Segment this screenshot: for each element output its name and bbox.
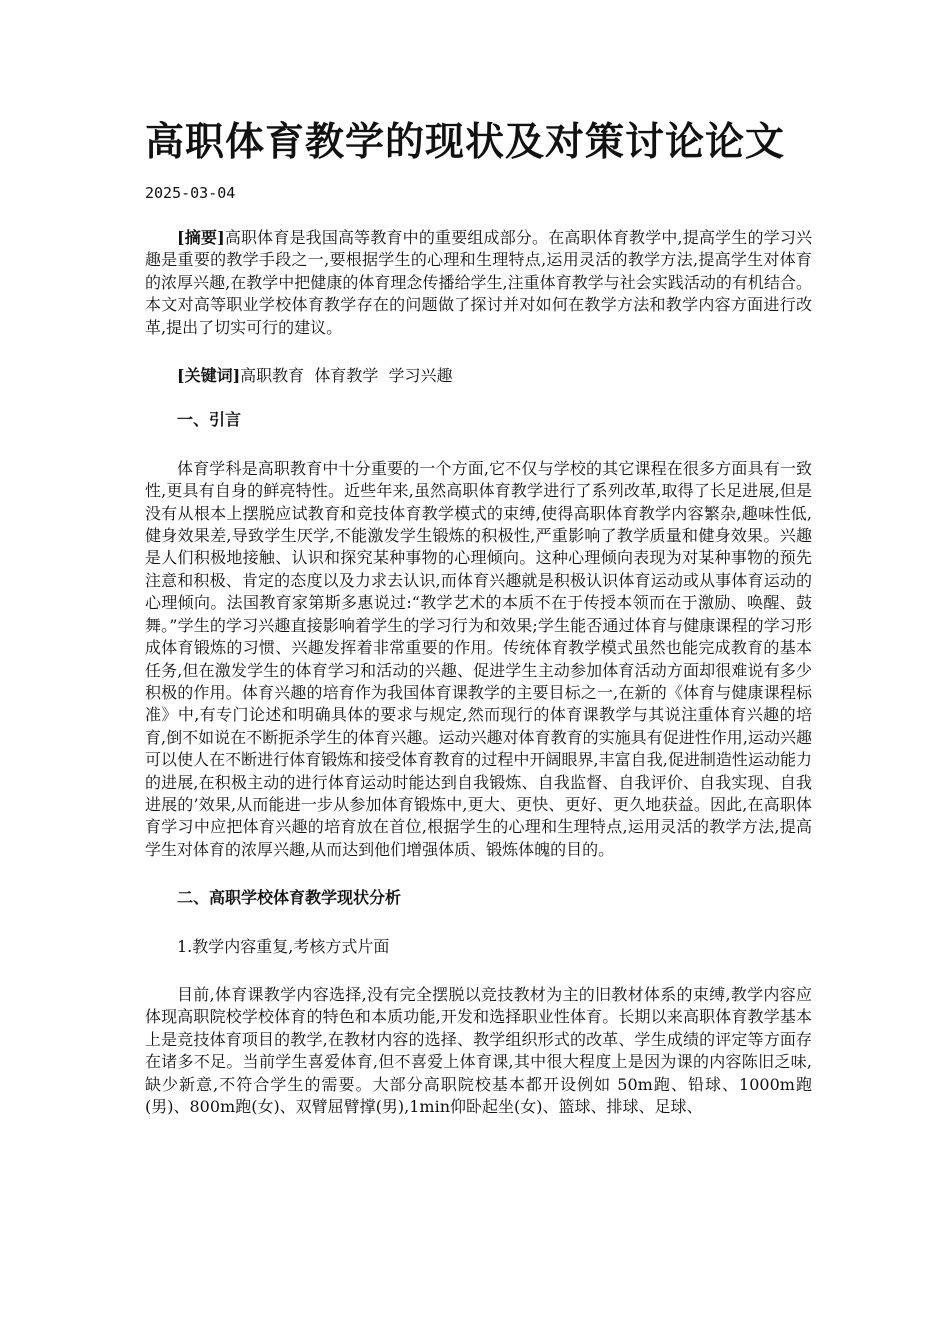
abstract-text: 高职体育是我国高等教育中的重要组成部分。在高职体育教学中,提高学生的学习兴趣是重要的教学手段之一,要根据学生的心理和生理特点,运用灵活的教学方法,提高学生对体育的浓厚兴趣,在教学中把健康的体育理念传播给学生,注重体育教学与社会实践活动的有机结合。本文对高等职业学校体育教学存在的问题做了探讨并对如何在教学方法和教学内容方面进行改革,提出了切实可行的建议。	[145, 228, 812, 337]
section-heading: 二、高职学校体育教学现状分析	[177, 888, 402, 908]
section-heading: 一、引言	[177, 410, 242, 430]
abstract-paragraph	[145, 227, 812, 339]
keywords-text: 高职教育 体育教学 学习兴趣	[240, 366, 453, 386]
keywords-label: [关键词]	[177, 366, 241, 386]
analysis-paragraph: 目前,体育课教学内容选择,没有完全摆脱以竞技教材为主的旧教材体系的束缚,教学内容应体现高职院校学校体育的特色和本质功能,开发和选择职业性体育。长期以来高职体育教学基本上是竞技体育项目的教学,在教材内容的选择、教学组织形式的改革、学生成绩的评定等方面存在诸多不足。当前学生喜爱体育,但不喜爱上体育课,其中很大程度上是因为课的内容陈旧乏味,缺少新意,不符合学生的需要。大部分高职院校基本都开设例如 50m跑、铅球、1000m跑(男)、800m跑(女)、双臂屈臂撑(男),1min仰卧起坐(女)、篮球、排球、足球、	[145, 984, 812, 1116]
document-body	[145, 227, 812, 1118]
keywords-paragraph	[145, 365, 812, 387]
subsection-heading: 1.教学内容重复,考核方式片面	[177, 936, 390, 956]
document-title: 高职体育教学的现状及对策讨论论文	[145, 119, 786, 165]
publish-date: 2025-03-04	[145, 184, 236, 202]
intro-paragraph: 体育学科是高职教育中十分重要的一个方面,它不仅与学校的其它课程在很多方面具有一致性,更具有自身的鲜亮特性。近些年来,虽然高职体育教学进行了系列改革,取得了长足进展,但是没有从根本上摆脱应试教育和竞技体育教学模式的束缚,使得高职体育教学内容繁杂,趣味性低,健身效果差,导致学生厌学,不能激发学生锻炼的积极性,严重影响了教学质量和健身效果。兴趣是人们积极地接触、认识和探究某种事物的心理倾向。这种心理倾向表现为对某种事物的预先注意和积极、肯定的态度以及力求去认识,而体育兴趣就是积极认识体育运动或从事体育运动的心理倾向。法国教育家第斯多惠说过:“教学艺术的本质不在于传授本领而在于激励、唤醒、鼓舞。”学生的学习兴趣直接影响着学生的学习行为和效果;学生能否通过体育与健康课程的学习形成体育锻炼的习惯、兴趣发挥着非常重要的作用。传统体育教学模式虽然也能完成教育的基本任务,但在激发学生的体育学习和活动的兴趣、促进学生主动参加体育活动方面却很难说有多少积极的作用。体育兴趣的培育作为我国体育课教学的主要目标之一,在新的《体育与健康课程标准》中,有专门论述和明确具体的要求与规定,然而现行的体育课教学与其说注重体育兴趣的培育,倒不如说在不断扼杀学生的体育兴趣。运动兴趣对体育教育的实施具有促进性作用,运动兴趣可以使人在不断进行体育锻炼和接受体育教育的过程中开阔眼界,丰富自我,促进制造性运动能力的进展,在积极主动的进行体育运动时能达到自我锻炼、自我监督、自我评价、自我实现、自我进展的’效果,从而能进一步从参加体育锻炼中,更大、更快、更好、更久地获益。因此,在高职体育学习中应把体育兴趣的培育放在首位,根据学生的心理和生理特点,运用灵活的教学方法,提高学生对体育的浓厚兴趣,从而达到他们增强体质、锻炼体魄的目的。	[145, 458, 812, 859]
abstract-label: [摘要]	[177, 228, 225, 247]
